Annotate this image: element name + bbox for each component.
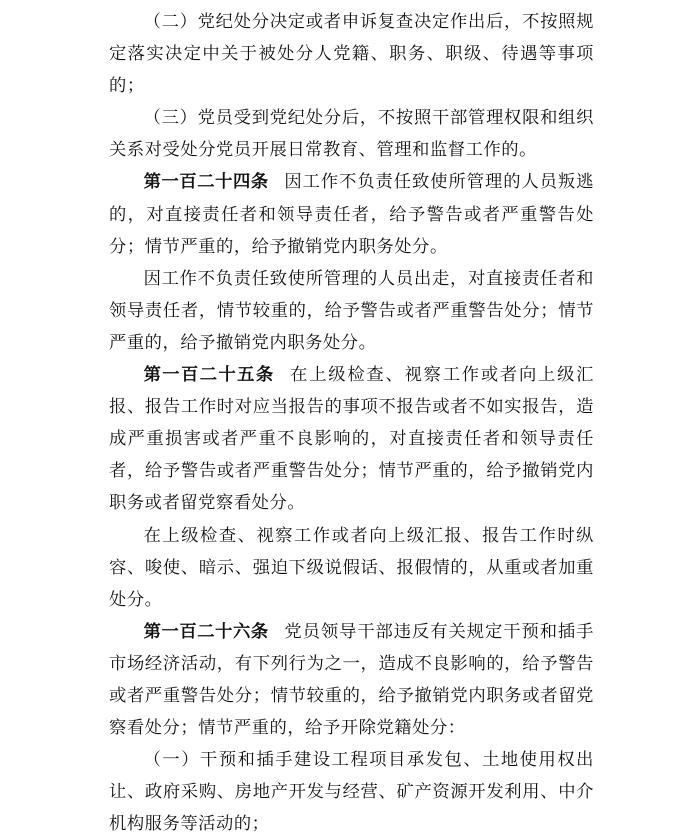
paragraph-item-1 bbox=[109, 744, 594, 840]
article-title: 第一百二十六条 bbox=[143, 621, 269, 642]
article-124 bbox=[109, 166, 594, 262]
paragraph-item-3 bbox=[109, 102, 594, 166]
paragraph-text: 因工作不负责任致使所管理的人员叛逃的，对直接责任者和领导责任者，给予警告或者严重警告处分；情节严重的，给予撤销党内职务处分。 bbox=[109, 172, 594, 257]
article-title: 第一百二十四条 bbox=[143, 172, 269, 193]
paragraph-item-2 bbox=[109, 6, 594, 102]
article-125-paragraph-2 bbox=[109, 520, 594, 616]
document-page bbox=[109, 6, 594, 840]
paragraph-text: 在上级检查、视察工作或者向上级汇报、报告工作时纵容、唆使、暗示、强迫下级说假话、报假情的，从重或者加重处分。 bbox=[109, 525, 594, 610]
paragraph-text: 因工作不负责任致使所管理的人员出走，对直接责任者和领导责任者，情节较重的，给予警告或者严重警告处分；情节严重的，给予撤销党内职务处分。 bbox=[109, 268, 594, 353]
paragraph-text: 党员领导干部违反有关规定干预和插手市场经济活动，有下列行为之一，造成不良影响的，给予警告或者严重警告处分；情节较重的，给予撤销党内职务或者留党察看处分；情节严重的，给予开除党籍处分： bbox=[109, 621, 594, 739]
article-126 bbox=[109, 616, 594, 744]
article-125 bbox=[109, 359, 594, 519]
paragraph-text: （三）党员受到党纪处分后，不按照干部管理权限和组织关系对受处分党员开展日常教育、管理和监督工作的。 bbox=[109, 108, 594, 161]
paragraph-text: （二）党纪处分决定或者申诉复查决定作出后，不按照规定落实决定中关于被处分人党籍、职务、职级、待遇等事项的； bbox=[109, 12, 594, 97]
article-title: 第一百二十五条 bbox=[143, 365, 275, 386]
paragraph-text: 在上级检查、视察工作或者向上级汇报、报告工作时对应当报告的事项不报告或者不如实报告，造成严重损害或者严重不良影响的，对直接责任者和领导责任者，给予警告或者严重警告处分；情节严重的，给予撤销党内职务或者留党察看处分。 bbox=[109, 365, 594, 514]
paragraph-text: （一）干预和插手建设工程项目承发包、土地使用权出让、政府采购、房地产开发与经营、矿产资源开发利用、中介机构服务等活动的； bbox=[109, 750, 594, 835]
article-124-paragraph-2 bbox=[109, 263, 594, 359]
